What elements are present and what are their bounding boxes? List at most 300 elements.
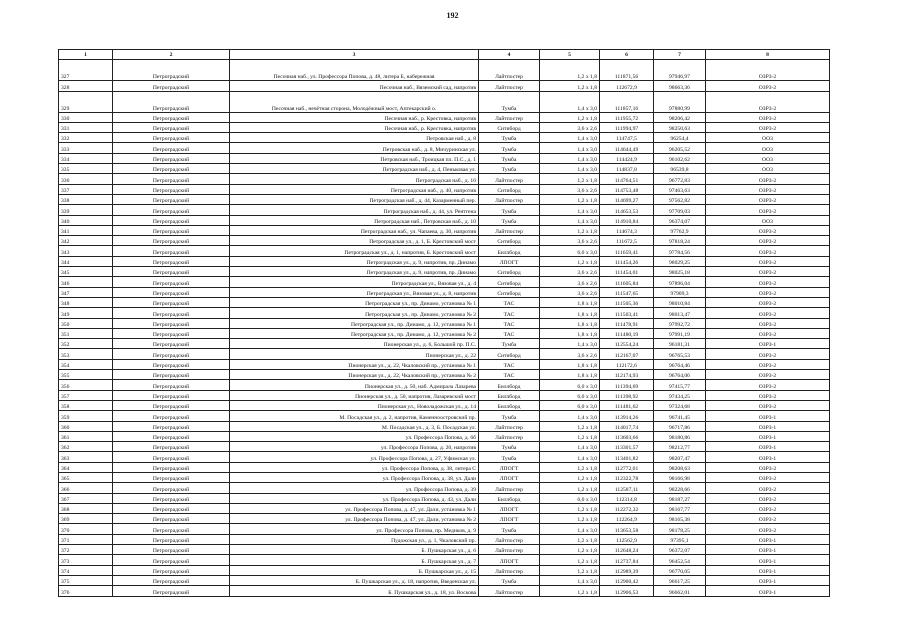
- structure-type-cell: Лайтпостер: [479, 431, 540, 441]
- coord-y-cell: 98208,63: [654, 462, 706, 472]
- structure-type-cell: Тумба: [479, 452, 540, 462]
- coord-x-cell: 112989,39: [600, 565, 654, 575]
- address-cell: Петроградская ул., д. 1, напротив, Б. Крестовский мост: [230, 246, 479, 256]
- structure-type-cell: ЛПОГТ: [479, 514, 540, 524]
- table-row: [59, 586, 830, 596]
- table-row: [59, 122, 830, 132]
- zone-code-cell: ОЗРЗ-2: [706, 81, 830, 91]
- coord-y-cell: 97896,04: [654, 277, 706, 287]
- coord-x-cell: 111659,41: [600, 246, 654, 256]
- address-cell: М. Посадская ул., д. 3, Б. Посадская ул.: [230, 421, 479, 431]
- coord-x-cell: 113914,26: [600, 411, 654, 421]
- coord-x-cell: 113401,82: [600, 452, 654, 462]
- district-cell: Петроградский: [113, 575, 230, 585]
- size-cell: 1,4 x 3,0: [540, 133, 600, 143]
- size-cell: 1,8 x 1,8: [540, 359, 600, 369]
- size-cell: 6,0 x 3,0: [540, 400, 600, 410]
- size-cell: 1,2 x 1,8: [540, 225, 600, 235]
- size-cell: 1,2 x 1,8: [540, 514, 600, 524]
- district-cell: Петроградский: [113, 205, 230, 215]
- row-number-cell: 374: [59, 565, 113, 575]
- coord-x-cell: 111398,92: [600, 390, 654, 400]
- table-row: [59, 534, 830, 544]
- coord-x-cell: 111857,16: [600, 91, 654, 112]
- row-number-cell: 356: [59, 380, 113, 390]
- structure-type-cell: Тумба: [479, 411, 540, 421]
- size-cell: 1,8 x 1,8: [540, 328, 600, 338]
- structure-type-cell: Биллборд: [479, 390, 540, 400]
- coord-y-cell: 97946,97: [654, 60, 706, 81]
- structure-type-cell: Ситиборд: [479, 184, 540, 194]
- zone-code-cell: ОЗРЗ-2: [706, 462, 830, 472]
- coord-x-cell: 114837,8: [600, 164, 654, 174]
- size-cell: 1,2 x 1,8: [540, 545, 600, 555]
- column-header-4: 4: [479, 50, 540, 60]
- row-number-cell: 352: [59, 339, 113, 349]
- row-number-cell: 368: [59, 503, 113, 513]
- address-cell: ул. Профессора Попова, д. 43, ул. Дали: [230, 493, 479, 503]
- size-cell: 1,4 x 3,0: [540, 452, 600, 462]
- coord-x-cell: 111672,5: [600, 236, 654, 246]
- structure-type-cell: Лайтпостер: [479, 174, 540, 184]
- structure-type-cell: Ситиборд: [479, 277, 540, 287]
- row-number-cell: 350: [59, 318, 113, 328]
- address-cell: Петроградская наб., д. 44, ул. Рентгена: [230, 205, 479, 215]
- district-cell: Петроградский: [113, 493, 230, 503]
- district-cell: Петроградский: [113, 297, 230, 307]
- table-row: [59, 215, 830, 225]
- coord-x-cell: 114653,53: [600, 205, 654, 215]
- district-cell: Петроградский: [113, 586, 230, 596]
- row-number-cell: 365: [59, 472, 113, 482]
- address-cell: ул. Профессора Попова, д. 27, Уфимская ул.: [230, 452, 479, 462]
- row-number-cell: 343: [59, 246, 113, 256]
- zone-code-cell: ОЗРЗ-2: [706, 297, 830, 307]
- row-number-cell: 344: [59, 256, 113, 266]
- address-cell: Петроградская наб., д. 4, Пеньковая ул.: [230, 164, 479, 174]
- coord-y-cell: 96372,07: [654, 545, 706, 555]
- size-cell: 1,4 x 3,0: [540, 411, 600, 421]
- coord-y-cell: 96205,52: [654, 143, 706, 153]
- row-number-cell: 337: [59, 184, 113, 194]
- row-number-cell: 346: [59, 277, 113, 287]
- coord-x-cell: 112167,07: [600, 349, 654, 359]
- row-number-cell: 339: [59, 205, 113, 215]
- zone-code-cell: ОЗРЗ-2: [706, 184, 830, 194]
- table-row: [59, 256, 830, 266]
- zone-code-cell: ОЗРЗ-1: [706, 575, 830, 585]
- coord-y-cell: 97762,9: [654, 225, 706, 235]
- coord-x-cell: 111547,65: [600, 287, 654, 297]
- coord-x-cell: 111605,84: [600, 277, 654, 287]
- structure-type-cell: ЛПОГТ: [479, 256, 540, 266]
- coord-y-cell: 98663,36: [654, 81, 706, 91]
- district-cell: Петроградский: [113, 60, 230, 81]
- coord-y-cell: 96617,25: [654, 575, 706, 585]
- size-cell: 1,2 x 1,8: [540, 60, 600, 81]
- coord-x-cell: 111454,26: [600, 256, 654, 266]
- row-number-cell: 351: [59, 328, 113, 338]
- zone-code-cell: ОЗРЗ-1: [706, 411, 830, 421]
- coord-y-cell: 97880,99: [654, 91, 706, 112]
- coord-y-cell: 98180,86: [654, 431, 706, 441]
- zone-code-cell: ОО3: [706, 133, 830, 143]
- coord-y-cell: 96765,53: [654, 349, 706, 359]
- table-row: [59, 483, 830, 493]
- row-number-cell: 331: [59, 122, 113, 132]
- address-cell: Петроградская наб., Петровская наб., д. 10: [230, 215, 479, 225]
- coord-y-cell: 98178,25: [654, 524, 706, 534]
- zone-code-cell: ОЗРЗ-2: [706, 91, 830, 112]
- coord-x-cell: 112264,9: [600, 514, 654, 524]
- district-cell: Петроградский: [113, 184, 230, 194]
- structure-type-cell: ЛПОГТ: [479, 472, 540, 482]
- coord-y-cell: 96374,07: [654, 215, 706, 225]
- district-cell: Петроградский: [113, 400, 230, 410]
- size-cell: 6,0 x 3,0: [540, 246, 600, 256]
- coord-y-cell: 97395,1: [654, 534, 706, 544]
- table-row: [59, 431, 830, 441]
- address-cell: М. Посадская ул., д. 2, напротив, Каменноостровский пр.: [230, 411, 479, 421]
- district-cell: Петроградский: [113, 81, 230, 91]
- size-cell: 3,6 x 2,6: [540, 122, 600, 132]
- district-cell: Петроградский: [113, 503, 230, 513]
- structure-type-cell: Тумба: [479, 339, 540, 349]
- structure-type-cell: Лайтпостер: [479, 483, 540, 493]
- size-cell: 1,2 x 1,8: [540, 431, 600, 441]
- coord-y-cell: 98010,84: [654, 297, 706, 307]
- coord-y-cell: 98212,77: [654, 442, 706, 452]
- zone-code-cell: ОЗРЗ-2: [706, 246, 830, 256]
- size-cell: 1,8 x 1,8: [540, 297, 600, 307]
- district-cell: Петроградский: [113, 246, 230, 256]
- structure-type-cell: Тумба: [479, 215, 540, 225]
- district-cell: Петроградский: [113, 277, 230, 287]
- district-cell: Петроградский: [113, 555, 230, 565]
- coord-x-cell: 112900,42: [600, 575, 654, 585]
- structure-type-cell: Лайтпостер: [479, 586, 540, 596]
- table-row: [59, 493, 830, 503]
- column-header-2: 2: [113, 50, 230, 60]
- address-cell: Петроградская ул., д. 1, Б. Крестовский мост: [230, 236, 479, 246]
- zone-code-cell: ОЗРЗ-2: [706, 318, 830, 328]
- row-number-cell: 366: [59, 483, 113, 493]
- structure-type-cell: ЛПОГТ: [479, 462, 540, 472]
- size-cell: 3,6 x 2,6: [540, 277, 600, 287]
- structure-type-cell: ТАС: [479, 370, 540, 380]
- size-cell: 1,2 x 1,8: [540, 462, 600, 472]
- coord-y-cell: 98207,47: [654, 452, 706, 462]
- address-cell: ул. Профессора Попова, д. 38, ул. Дали: [230, 472, 479, 482]
- size-cell: 1,2 x 1,8: [540, 472, 600, 482]
- table-row: [59, 225, 830, 235]
- district-cell: Петроградский: [113, 112, 230, 122]
- zone-code-cell: ОЗРЗ-2: [706, 472, 830, 482]
- size-cell: 1,2 x 1,8: [540, 174, 600, 184]
- table-row: [59, 411, 830, 421]
- column-header-3: 3: [230, 50, 479, 60]
- address-cell: Петроградская наб., д. 40, напротив: [230, 184, 479, 194]
- zone-code-cell: ОЗРЗ-2: [706, 60, 830, 81]
- district-cell: Петроградский: [113, 565, 230, 575]
- row-number-cell: 376: [59, 586, 113, 596]
- coord-x-cell: 111454,01: [600, 267, 654, 277]
- table-row: [59, 205, 830, 215]
- address-cell: Б. Пушкарская ул., д. 7: [230, 555, 479, 565]
- structure-type-cell: Ситиборд: [479, 267, 540, 277]
- zone-code-cell: ОЗРЗ-2: [706, 359, 830, 369]
- coord-x-cell: 112737,84: [600, 555, 654, 565]
- coord-y-cell: 96254,4: [654, 133, 706, 143]
- structure-type-cell: ТАС: [479, 308, 540, 318]
- zone-code-cell: ОЗРЗ-2: [706, 514, 830, 524]
- address-cell: Петроградская наб., ул. Чапаева, д. 30, напротив: [230, 225, 479, 235]
- table-row: [59, 390, 830, 400]
- coord-x-cell: 113653,58: [600, 524, 654, 534]
- coord-x-cell: 114424,9: [600, 153, 654, 163]
- structure-type-cell: Лайтпостер: [479, 225, 540, 235]
- district-cell: Петроградский: [113, 359, 230, 369]
- coord-y-cell: 96539,8: [654, 164, 706, 174]
- address-cell: Петровская наб., д. 8: [230, 133, 479, 143]
- address-cell: Б. Пушкарская ул., д. 6: [230, 545, 479, 555]
- address-cell: Пионерская ул., д. 22, Чкаловский пр., установка № 1: [230, 359, 479, 369]
- structure-type-cell: Биллборд: [479, 400, 540, 410]
- structure-type-cell: Лайтпостер: [479, 565, 540, 575]
- column-header-8: 8: [706, 50, 830, 60]
- size-cell: 1,2 x 1,8: [540, 112, 600, 122]
- zone-code-cell: ОЗРЗ-2: [706, 493, 830, 503]
- coord-y-cell: 97415,77: [654, 380, 706, 390]
- coord-x-cell: 111955,72: [600, 112, 654, 122]
- district-cell: Петроградский: [113, 318, 230, 328]
- structure-type-cell: Ситиборд: [479, 349, 540, 359]
- coord-x-cell: 112174,93: [600, 370, 654, 380]
- address-cell: Петроградская ул., Вязовая ул., д. 4: [230, 277, 479, 287]
- structure-type-cell: Тумба: [479, 133, 540, 143]
- structure-type-cell: Тумба: [479, 164, 540, 174]
- coord-x-cell: 112772,01: [600, 462, 654, 472]
- row-number-cell: 359: [59, 411, 113, 421]
- zone-code-cell: ОЗРЗ-1: [706, 452, 830, 462]
- district-cell: Петроградский: [113, 370, 230, 380]
- size-cell: 3,6 x 2,6: [540, 184, 600, 194]
- size-cell: 6,0 x 3,0: [540, 380, 600, 390]
- table-row: [59, 349, 830, 359]
- coord-x-cell: 111478,91: [600, 318, 654, 328]
- district-cell: Петроградский: [113, 349, 230, 359]
- row-number-cell: 328: [59, 81, 113, 91]
- coord-y-cell: 97909,3: [654, 287, 706, 297]
- coord-y-cell: 97992,72: [654, 318, 706, 328]
- table-row: [59, 524, 830, 534]
- zone-code-cell: ОО3: [706, 164, 830, 174]
- size-cell: 1,4 x 3,0: [540, 442, 600, 452]
- address-cell: ул. Профессора Попова, пр. Медиков, д. 9: [230, 524, 479, 534]
- district-cell: Петроградский: [113, 91, 230, 112]
- size-cell: 3,6 x 2,6: [540, 349, 600, 359]
- address-cell: Петроградская наб., д. 44, Казарменный пер.: [230, 194, 479, 204]
- coord-x-cell: 112648,24: [600, 545, 654, 555]
- row-number-cell: 357: [59, 390, 113, 400]
- zone-code-cell: ОЗРЗ-1: [706, 555, 830, 565]
- structure-type-cell: Ситиборд: [479, 236, 540, 246]
- district-cell: Петроградский: [113, 122, 230, 132]
- table-row: [59, 112, 830, 122]
- table-row: [59, 91, 830, 112]
- row-number-cell: 353: [59, 349, 113, 359]
- size-cell: 3,6 x 2,6: [540, 267, 600, 277]
- zone-code-cell: ОЗРЗ-1: [706, 545, 830, 555]
- row-number-cell: 364: [59, 462, 113, 472]
- row-number-cell: 371: [59, 534, 113, 544]
- district-cell: Петроградский: [113, 442, 230, 452]
- coord-y-cell: 98187,27: [654, 493, 706, 503]
- table-row: [59, 60, 830, 81]
- address-cell: Петроградская ул., д. 9, напротив, пр. Динамо: [230, 267, 479, 277]
- size-cell: 1,2 x 1,8: [540, 534, 600, 544]
- zone-code-cell: ОЗРЗ-2: [706, 390, 830, 400]
- coord-x-cell: 112314,8: [600, 493, 654, 503]
- structure-type-cell: ТАС: [479, 318, 540, 328]
- coord-y-cell: 97709,03: [654, 205, 706, 215]
- address-cell: Петроградская ул., пр. Динамо, установка № 1: [230, 297, 479, 307]
- coord-y-cell: 97818,24: [654, 236, 706, 246]
- row-number-cell: 354: [59, 359, 113, 369]
- table-row: [59, 164, 830, 174]
- row-number-cell: 373: [59, 555, 113, 565]
- address-cell: Песочная наб., р. Крестовка, напротив: [230, 122, 479, 132]
- coord-y-cell: 97784,56: [654, 246, 706, 256]
- coord-x-cell: 114644,49: [600, 143, 654, 153]
- size-cell: 3,6 x 2,6: [540, 287, 600, 297]
- size-cell: 1,8 x 1,8: [540, 308, 600, 318]
- district-cell: Петроградский: [113, 328, 230, 338]
- address-cell: Песочная наб., ул. Профессора Попова, д. 48, литера Б, набережная: [230, 60, 479, 81]
- address-cell: Б. Пушкарская ул., д. 18, напротив, Введенская ул.: [230, 575, 479, 585]
- address-cell: Петровская наб., д. 8, Мичуринская ул.: [230, 143, 479, 153]
- zone-code-cell: ОО3: [706, 215, 830, 225]
- structure-type-cell: Тумба: [479, 575, 540, 585]
- district-cell: Петроградский: [113, 524, 230, 534]
- size-cell: 1,2 x 1,8: [540, 81, 600, 91]
- table-row: [59, 380, 830, 390]
- structure-type-cell: Лайтпостер: [479, 545, 540, 555]
- row-number-cell: 342: [59, 236, 113, 246]
- zone-code-cell: ОЗРЗ-2: [706, 370, 830, 380]
- district-cell: Петроградский: [113, 452, 230, 462]
- table-header: [59, 50, 830, 60]
- district-cell: Петроградский: [113, 472, 230, 482]
- coord-y-cell: 98029,25: [654, 256, 706, 266]
- table-row: [59, 308, 830, 318]
- zone-code-cell: ОЗРЗ-1: [706, 534, 830, 544]
- coord-x-cell: 112562,9: [600, 534, 654, 544]
- table-row: [59, 236, 830, 246]
- table-row: [59, 514, 830, 524]
- size-cell: 1,4 x 3,0: [540, 339, 600, 349]
- row-number-cell: 355: [59, 370, 113, 380]
- zone-code-cell: ОЗРЗ-2: [706, 256, 830, 266]
- zone-code-cell: ОЗРЗ-1: [706, 586, 830, 596]
- coord-y-cell: 97991,19: [654, 328, 706, 338]
- district-cell: Петроградский: [113, 431, 230, 441]
- district-cell: Петроградский: [113, 339, 230, 349]
- size-cell: 1,2 x 1,8: [540, 503, 600, 513]
- district-cell: Петроградский: [113, 514, 230, 524]
- row-number-cell: 332: [59, 133, 113, 143]
- size-cell: 6,0 x 3,0: [540, 390, 600, 400]
- zone-code-cell: ОО3: [706, 153, 830, 163]
- table-row: [59, 400, 830, 410]
- table-row: [59, 565, 830, 575]
- table-row: [59, 359, 830, 369]
- coord-y-cell: 98165,38: [654, 514, 706, 524]
- address-cell: Петроградская ул., пр. Динамо, д. 12, установка № 2: [230, 328, 479, 338]
- address-cell: Петроградская ул., д. 9, напротив, пр. Динамо: [230, 256, 479, 266]
- address-cell: ул. Профессора Попова, д. 39: [230, 483, 479, 493]
- size-cell: 1,4 x 3,0: [540, 153, 600, 163]
- zone-code-cell: ОЗРЗ-2: [706, 328, 830, 338]
- coord-y-cell: 97562,82: [654, 194, 706, 204]
- row-number-cell: 358: [59, 400, 113, 410]
- zone-code-cell: ОЗРЗ-2: [706, 380, 830, 390]
- district-cell: Петроградский: [113, 483, 230, 493]
- table-row: [59, 174, 830, 184]
- coord-x-cell: 114764,51: [600, 174, 654, 184]
- district-cell: Петроградский: [113, 534, 230, 544]
- size-cell: 1,8 x 1,8: [540, 370, 600, 380]
- size-cell: 1,2 x 1,8: [540, 565, 600, 575]
- coord-x-cell: 112672,9: [600, 81, 654, 91]
- zone-code-cell: ОЗРЗ-2: [706, 174, 830, 184]
- zone-code-cell: ОЗРЗ-2: [706, 122, 830, 132]
- table-row: [59, 81, 830, 91]
- row-number-cell: 334: [59, 153, 113, 163]
- coord-y-cell: 98250,63: [654, 122, 706, 132]
- structure-type-cell: Лайтпостер: [479, 60, 540, 81]
- row-number-cell: 375: [59, 575, 113, 585]
- district-cell: Петроградский: [113, 194, 230, 204]
- zone-code-cell: ОЗРЗ-2: [706, 349, 830, 359]
- structure-type-cell: ТАС: [479, 297, 540, 307]
- zone-code-cell: ОЗРЗ-2: [706, 267, 830, 277]
- table-row: [59, 462, 830, 472]
- register-table: [58, 49, 830, 597]
- size-cell: 1,4 x 3,0: [540, 575, 600, 585]
- address-cell: ул. Профессора Попова, д. 6б: [230, 431, 479, 441]
- structure-type-cell: Лайтпостер: [479, 81, 540, 91]
- structure-type-cell: ТАС: [479, 359, 540, 369]
- district-cell: Петроградский: [113, 411, 230, 421]
- row-number-cell: 349: [59, 308, 113, 318]
- table-row: [59, 318, 830, 328]
- district-cell: Петроградский: [113, 225, 230, 235]
- zone-code-cell: ОЗРЗ-2: [706, 400, 830, 410]
- zone-code-cell: ОЗРЗ-2: [706, 503, 830, 513]
- size-cell: 1,4 x 3,0: [540, 91, 600, 112]
- coord-x-cell: 111394,69: [600, 380, 654, 390]
- row-number-cell: 345: [59, 267, 113, 277]
- zone-code-cell: ОЗРЗ-2: [706, 524, 830, 534]
- zone-code-cell: ОЗРЗ-2: [706, 225, 830, 235]
- coord-x-cell: 112587,11: [600, 483, 654, 493]
- district-cell: Петроградский: [113, 308, 230, 318]
- coord-y-cell: 96772,83: [654, 174, 706, 184]
- structure-type-cell: Тумба: [479, 143, 540, 153]
- coord-y-cell: 96741,45: [654, 411, 706, 421]
- address-cell: Б. Пушкарская ул., д. 18, ул. Воскова: [230, 586, 479, 596]
